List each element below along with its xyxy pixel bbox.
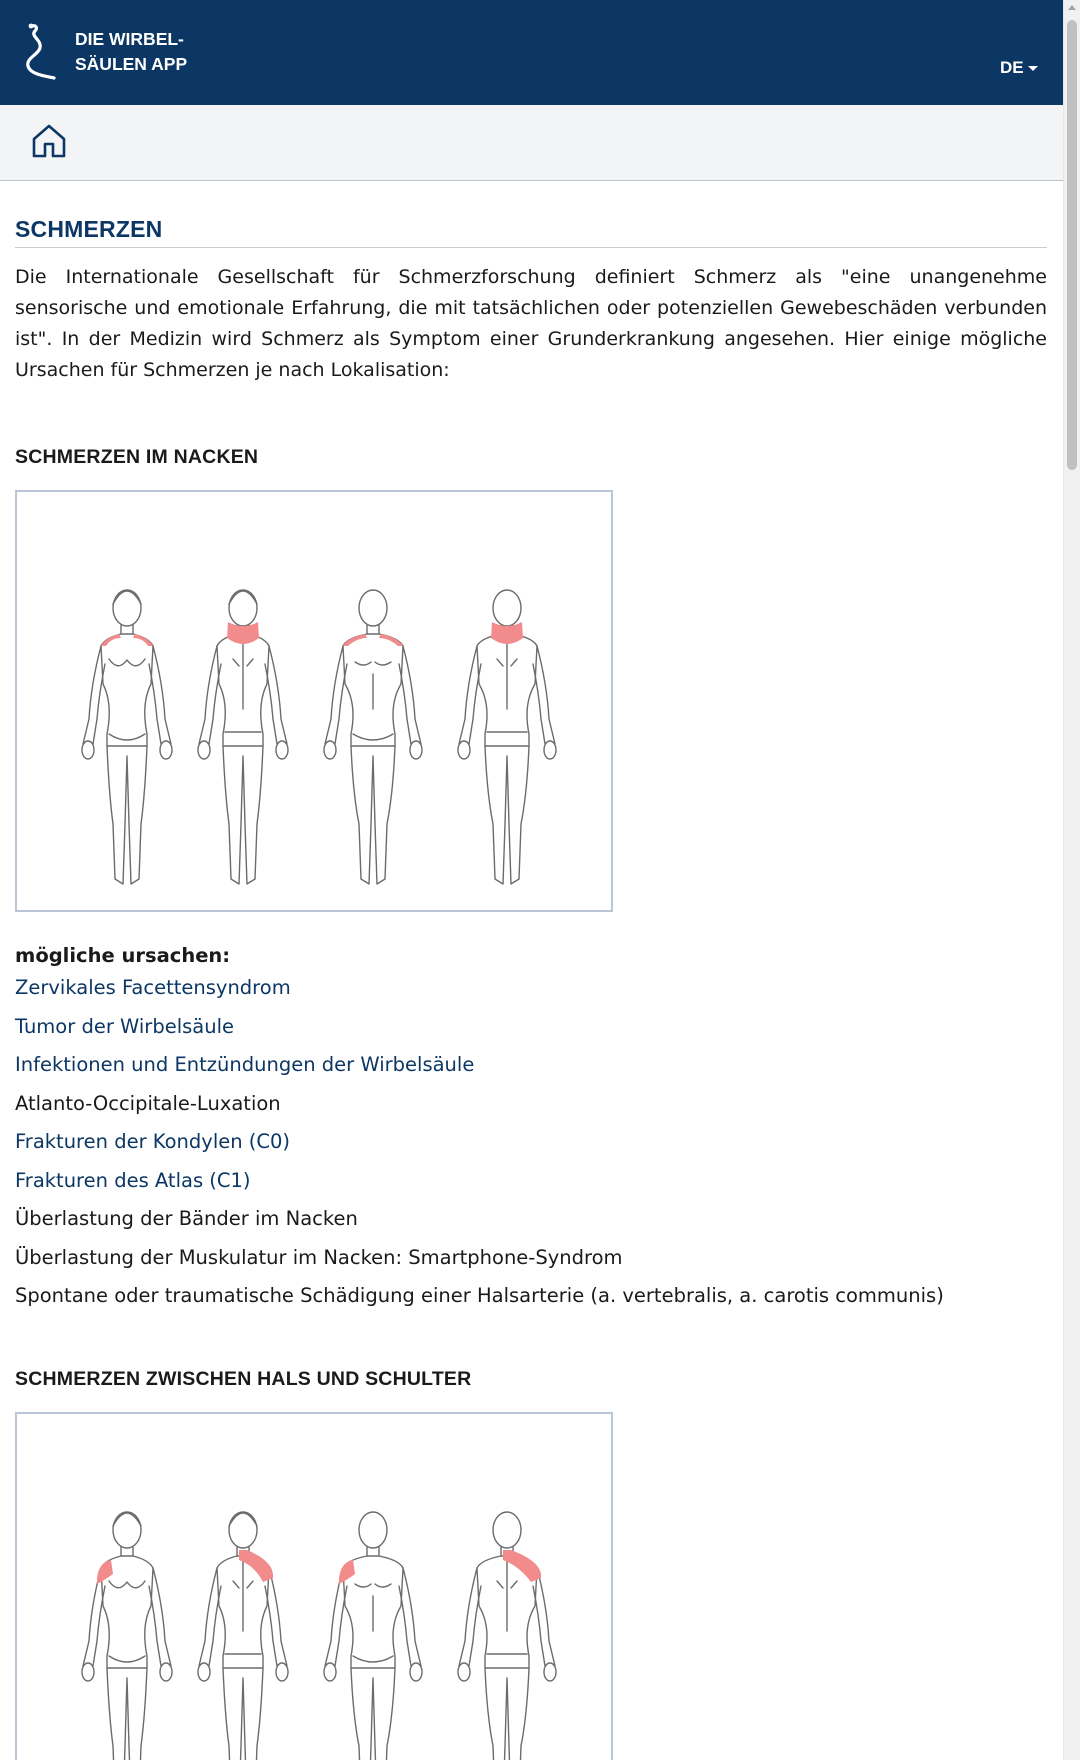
caret-down-icon[interactable] bbox=[1028, 66, 1038, 71]
cause-link[interactable]: Zervikales Facettensyndrom bbox=[15, 976, 291, 999]
body-figure bbox=[198, 1512, 288, 1760]
body-map-neck-shoulder bbox=[15, 1412, 613, 1760]
body-map-neck bbox=[15, 490, 613, 912]
scroll-thumb[interactable] bbox=[1067, 20, 1077, 470]
section-neck-pain bbox=[15, 446, 1047, 1316]
pain-zone bbox=[503, 1550, 541, 1582]
pain-zone bbox=[491, 622, 523, 644]
cause-item bbox=[15, 1085, 1047, 1124]
body-figure bbox=[198, 590, 288, 884]
toolbar bbox=[0, 105, 1063, 181]
cause-item[interactable] bbox=[15, 969, 1047, 1008]
cause-label: Überlastung der Muskulatur im Nacken: Smartphone-Syndrom bbox=[15, 1245, 623, 1269]
cause-label: Überlastung der Bänder im Nacken bbox=[15, 1207, 358, 1230]
pain-zone bbox=[97, 1560, 113, 1584]
language-selector[interactable]: DE bbox=[1000, 58, 1024, 77]
pain-zone bbox=[379, 634, 403, 646]
section-heading: SCHMERZEN IM NACKEN bbox=[15, 446, 259, 468]
body-figure bbox=[458, 1512, 556, 1760]
page-scrollbar[interactable] bbox=[1063, 0, 1080, 1760]
pain-zone bbox=[101, 634, 121, 646]
cause-link[interactable]: Frakturen der Kondylen (C0) bbox=[15, 1130, 291, 1153]
body-figure bbox=[324, 1512, 422, 1760]
cause-item[interactable] bbox=[15, 1008, 1047, 1047]
cause-label: Atlanto-Occipitale-Luxation bbox=[15, 1091, 281, 1115]
pain-zone bbox=[133, 634, 153, 646]
pain-zone bbox=[227, 622, 259, 644]
pain-zone bbox=[239, 1550, 273, 1582]
cause-link[interactable]: Infektionen und Entzündungen der Wirbelsäule bbox=[15, 1053, 475, 1076]
pain-zone bbox=[339, 1560, 355, 1584]
app-title[interactable]: DIE WIRBEL- SÄULEN APP bbox=[75, 29, 188, 74]
body-figure bbox=[82, 1512, 172, 1760]
body-figure bbox=[324, 590, 422, 884]
scroll-up-arrow-icon[interactable] bbox=[1068, 5, 1076, 10]
causes-label: mögliche ursachen: bbox=[15, 944, 231, 967]
body-map-svg bbox=[17, 1414, 611, 1760]
cause-label: Spontane oder traumatische Schädigung einer Halsarterie (a. vertebralis, a. carotis communis) bbox=[15, 1284, 944, 1307]
main-content bbox=[15, 180, 1047, 1760]
cause-item[interactable] bbox=[15, 1123, 1047, 1162]
body-figure bbox=[458, 590, 556, 884]
cause-item[interactable] bbox=[15, 1046, 1047, 1085]
page-title: SCHMERZEN bbox=[15, 216, 1047, 248]
cause-item bbox=[15, 1239, 1047, 1278]
intro-paragraph: Die Internationale Gesellschaft für Schmerzforschung definiert Schmerz als "eine unangenehme sensorische und emotionale Erfahrung, die mit tatsächlichen oder potenziellen Gewebeschäden verbunden ist". In der Medizin wird Schmerz als Symptom einer Grunderkrankung angesehen. Hier einige mögliche Ursachen für Schmerzen je nach Lokalisation: bbox=[15, 266, 1047, 381]
app-header bbox=[0, 0, 1063, 105]
section-heading: SCHMERZEN ZWISCHEN HALS UND SCHULTER bbox=[15, 1367, 472, 1390]
body-figure bbox=[82, 590, 172, 884]
home-icon[interactable] bbox=[30, 123, 68, 159]
pain-zone bbox=[343, 634, 367, 646]
body-map-svg bbox=[17, 492, 611, 910]
cause-link[interactable]: Frakturen des Atlas (C1) bbox=[15, 1168, 251, 1192]
cause-item bbox=[15, 1200, 1047, 1239]
cause-item bbox=[15, 1277, 1047, 1316]
cause-item[interactable] bbox=[15, 1162, 1047, 1201]
spine-logo-icon[interactable] bbox=[18, 22, 58, 82]
cause-list bbox=[15, 969, 1047, 1316]
section-neck-shoulder-pain bbox=[15, 1368, 1047, 1760]
cause-link[interactable]: Tumor der Wirbelsäule bbox=[15, 1014, 235, 1038]
